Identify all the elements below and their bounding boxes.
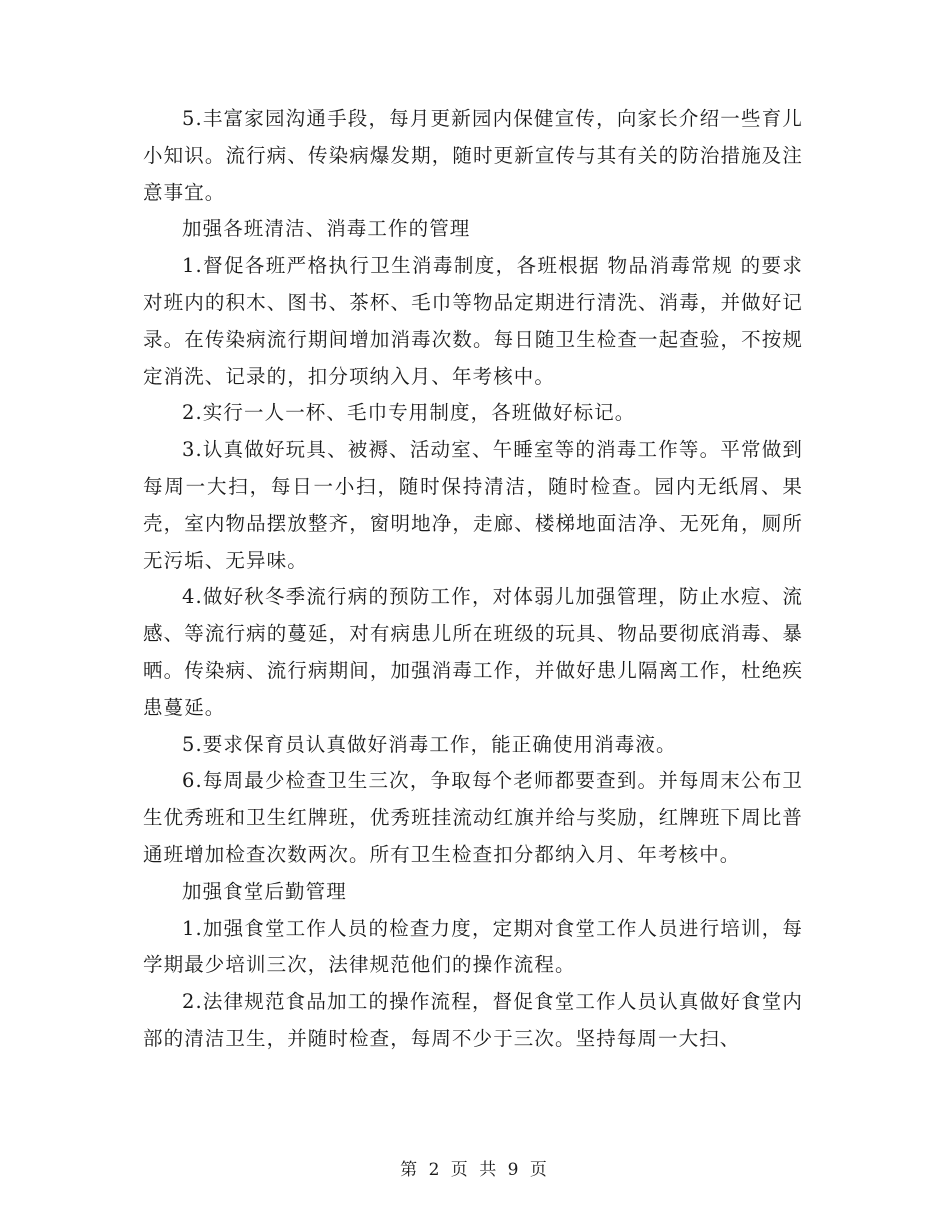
page-number: 第 2 页 共 9 页: [400, 1160, 550, 1180]
paragraph: 1.督促各班严格执行卫生消毒制度，各班根据 物品消毒常规 的要求对班内的积木、图书、茶杯、毛巾等物品定期进行清洗、消毒，并做好记录。在传染病流行期间增加消毒次数。每日随卫生检查一起查验，不按规定消洗、记录的，扣分项纳入月、年考核中。: [143, 254, 803, 388]
paragraph: 2.法律规范食品加工的操作流程，督促食堂工作人员认真做好食堂内部的清洁卫生，并随时检查，每周不少于三次。坚持每周一大扫、: [143, 990, 803, 1050]
paragraph: 5.要求保育员认真做好消毒工作，能正确使用消毒液。: [182, 732, 677, 756]
section-heading: 加强各班清洁、消毒工作的管理: [182, 217, 471, 241]
paragraph: 6.每周最少检查卫生三次，争取每个老师都要查到。并每周末公布卫生优秀班和卫生红牌班，优秀班挂流动红旗并给与奖励，红牌班下周比普通班增加检查次数两次。所有卫生检查扣分都纳入月、年考核中。: [143, 769, 803, 866]
section-heading: 加强食堂后勤管理: [182, 879, 347, 903]
paragraph: 1.加强食堂工作人员的检查力度，定期对食堂工作人员进行培训，每学期最少培训三次，法律规范他们的操作流程。: [143, 916, 803, 977]
paragraph: 3.认真做好玩具、被褥、活动室、午睡室等的消毒工作等。平常做到每周一大扫，每日一小扫，随时保持清洁，随时检查。园内无纸屑、果壳，室内物品摆放整齐，窗明地净，走廊、楼梯地面洁净、无死角，厕所无污垢、无异味。: [143, 438, 803, 572]
paragraph: 5.丰富家园沟通手段，每月更新园内保健宣传，向家长介绍一些育儿小知识。流行病、传染病爆发期，随时更新宣传与其有关的防治措施及注意事宜。: [143, 107, 803, 204]
paragraph: 2.实行一人一杯、毛巾专用制度，各班做好标记。: [182, 401, 636, 425]
paragraph: 4.做好秋冬季流行病的预防工作，对体弱儿加强管理，防止水痘、流感、等流行病的蔓延，对有病患儿所在班级的玩具、物品要彻底消毒、暴晒。传染病、流行病期间，加强消毒工作，并做好患儿隔离工作，杜绝疾患蔓延。: [143, 585, 803, 719]
document-body: [143, 101, 803, 1058]
